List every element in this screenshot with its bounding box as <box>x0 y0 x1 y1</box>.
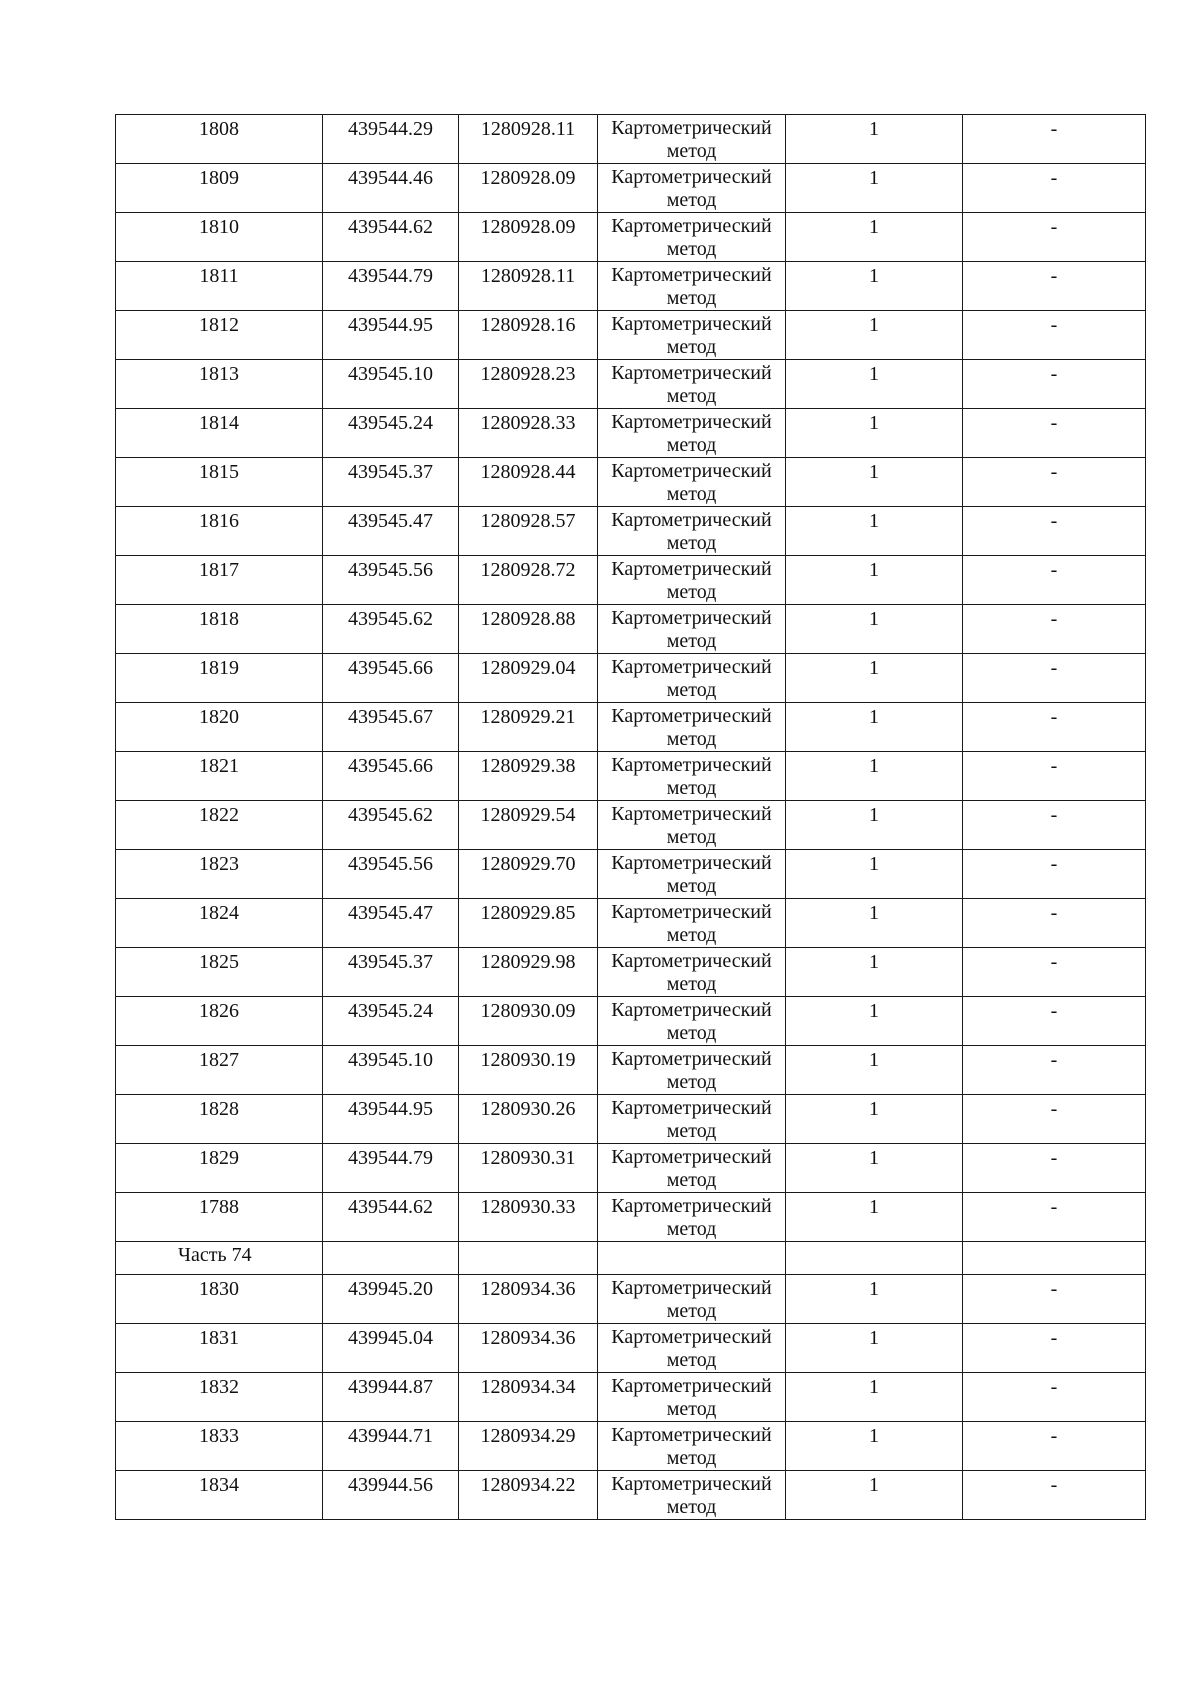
cell-point-number: 1818 <box>116 605 323 654</box>
cell-accuracy: 1 <box>786 997 963 1046</box>
cell-point-number: 1833 <box>116 1422 323 1471</box>
cell-coordinate-x: 439545.62 <box>323 605 459 654</box>
table-row <box>116 850 1146 899</box>
table-row <box>116 997 1146 1046</box>
cell-description: - <box>963 752 1146 801</box>
cell-accuracy: 1 <box>786 1422 963 1471</box>
table-cell-empty <box>786 1242 963 1275</box>
cell-method: Картометрический метод <box>598 948 786 997</box>
cell-point-number: 1828 <box>116 1095 323 1144</box>
cell-coordinate-x: 439945.20 <box>323 1275 459 1324</box>
cell-point-number: 1808 <box>116 115 323 164</box>
table-body-part-b <box>116 1275 1146 1520</box>
cell-coordinate-x: 439544.95 <box>323 311 459 360</box>
cell-description: - <box>963 1324 1146 1373</box>
cell-coordinate-x: 439545.37 <box>323 948 459 997</box>
cell-coordinate-x: 439545.47 <box>323 899 459 948</box>
cell-point-number: 1817 <box>116 556 323 605</box>
cell-coordinate-x: 439545.67 <box>323 703 459 752</box>
cell-method: Картометрический метод <box>598 997 786 1046</box>
cell-description: - <box>963 409 1146 458</box>
section-row <box>116 1242 1146 1275</box>
cell-method: Картометрический метод <box>598 1373 786 1422</box>
cell-description: - <box>963 703 1146 752</box>
cell-method: Картометрический метод <box>598 1471 786 1520</box>
cell-accuracy: 1 <box>786 850 963 899</box>
cell-accuracy: 1 <box>786 1193 963 1242</box>
table-body-part-a <box>116 115 1146 1242</box>
cell-description: - <box>963 899 1146 948</box>
cell-description: - <box>963 458 1146 507</box>
cell-accuracy: 1 <box>786 1471 963 1520</box>
cell-method: Картометрический метод <box>598 262 786 311</box>
cell-method: Картометрический метод <box>598 360 786 409</box>
table-row <box>116 1422 1146 1471</box>
cell-coordinate-y: 1280929.98 <box>459 948 598 997</box>
table-row <box>116 1144 1146 1193</box>
cell-coordinate-y: 1280928.16 <box>459 311 598 360</box>
cell-method: Картометрический метод <box>598 605 786 654</box>
cell-accuracy: 1 <box>786 1324 963 1373</box>
table-row <box>116 1046 1146 1095</box>
cell-coordinate-y: 1280928.09 <box>459 164 598 213</box>
cell-accuracy: 1 <box>786 1373 963 1422</box>
cell-point-number: 1788 <box>116 1193 323 1242</box>
table-row <box>116 507 1146 556</box>
cell-coordinate-y: 1280934.29 <box>459 1422 598 1471</box>
cell-coordinate-y: 1280934.34 <box>459 1373 598 1422</box>
cell-method: Картометрический метод <box>598 899 786 948</box>
cell-coordinate-y: 1280928.57 <box>459 507 598 556</box>
cell-method: Картометрический метод <box>598 409 786 458</box>
table-cell-empty <box>963 1242 1146 1275</box>
cell-coordinate-x: 439545.24 <box>323 409 459 458</box>
cell-point-number: 1811 <box>116 262 323 311</box>
cell-coordinate-y: 1280929.70 <box>459 850 598 899</box>
table-row <box>116 605 1146 654</box>
cell-description: - <box>963 1422 1146 1471</box>
cell-accuracy: 1 <box>786 213 963 262</box>
cell-accuracy: 1 <box>786 507 963 556</box>
cell-coordinate-x: 439545.37 <box>323 458 459 507</box>
table-row <box>116 458 1146 507</box>
cell-coordinate-y: 1280928.11 <box>459 262 598 311</box>
cell-coordinate-x: 439544.29 <box>323 115 459 164</box>
table-row <box>116 409 1146 458</box>
cell-accuracy: 1 <box>786 1275 963 1324</box>
cell-description: - <box>963 213 1146 262</box>
cell-point-number: 1825 <box>116 948 323 997</box>
cell-description: - <box>963 311 1146 360</box>
cell-method: Картометрический метод <box>598 1046 786 1095</box>
cell-accuracy: 1 <box>786 1144 963 1193</box>
cell-method: Картометрический метод <box>598 311 786 360</box>
table-row <box>116 1324 1146 1373</box>
cell-coordinate-y: 1280929.21 <box>459 703 598 752</box>
cell-accuracy: 1 <box>786 948 963 997</box>
cell-coordinate-x: 439545.24 <box>323 997 459 1046</box>
cell-point-number: 1826 <box>116 997 323 1046</box>
table-row <box>116 164 1146 213</box>
cell-point-number: 1821 <box>116 752 323 801</box>
coordinates-table <box>115 114 1146 1520</box>
cell-coordinate-x: 439544.79 <box>323 1144 459 1193</box>
cell-coordinate-x: 439544.62 <box>323 213 459 262</box>
table-row <box>116 899 1146 948</box>
cell-description: - <box>963 360 1146 409</box>
table-row <box>116 213 1146 262</box>
table-row <box>116 311 1146 360</box>
cell-accuracy: 1 <box>786 556 963 605</box>
cell-description: - <box>963 850 1146 899</box>
cell-method: Картометрический метод <box>598 1144 786 1193</box>
cell-coordinate-x: 439544.46 <box>323 164 459 213</box>
cell-accuracy: 1 <box>786 801 963 850</box>
cell-coordinate-y: 1280929.04 <box>459 654 598 703</box>
cell-coordinate-y: 1280929.38 <box>459 752 598 801</box>
cell-coordinate-x: 439944.87 <box>323 1373 459 1422</box>
cell-description: - <box>963 1144 1146 1193</box>
table-cell-empty <box>323 1242 459 1275</box>
cell-method: Картометрический метод <box>598 164 786 213</box>
cell-method: Картометрический метод <box>598 1275 786 1324</box>
table-row <box>116 1373 1146 1422</box>
cell-method: Картометрический метод <box>598 507 786 556</box>
section-label: Часть 74 <box>116 1242 323 1275</box>
cell-point-number: 1827 <box>116 1046 323 1095</box>
cell-accuracy: 1 <box>786 605 963 654</box>
table-row <box>116 556 1146 605</box>
cell-method: Картометрический метод <box>598 703 786 752</box>
cell-method: Картометрический метод <box>598 654 786 703</box>
cell-accuracy: 1 <box>786 899 963 948</box>
cell-description: - <box>963 1095 1146 1144</box>
cell-coordinate-x: 439944.56 <box>323 1471 459 1520</box>
cell-description: - <box>963 1046 1146 1095</box>
cell-point-number: 1819 <box>116 654 323 703</box>
cell-description: - <box>963 1275 1146 1324</box>
cell-coordinate-x: 439544.95 <box>323 1095 459 1144</box>
cell-description: - <box>963 801 1146 850</box>
table-section-row-group <box>116 1242 1146 1275</box>
cell-description: - <box>963 605 1146 654</box>
table-cell-empty <box>459 1242 598 1275</box>
cell-coordinate-y: 1280928.88 <box>459 605 598 654</box>
cell-description: - <box>963 997 1146 1046</box>
cell-point-number: 1820 <box>116 703 323 752</box>
cell-coordinate-x: 439945.04 <box>323 1324 459 1373</box>
cell-method: Картометрический метод <box>598 801 786 850</box>
table-row <box>116 801 1146 850</box>
table-row <box>116 703 1146 752</box>
cell-point-number: 1816 <box>116 507 323 556</box>
cell-accuracy: 1 <box>786 752 963 801</box>
cell-point-number: 1812 <box>116 311 323 360</box>
table-row <box>116 1275 1146 1324</box>
cell-coordinate-y: 1280928.33 <box>459 409 598 458</box>
cell-coordinate-x: 439544.79 <box>323 262 459 311</box>
cell-point-number: 1822 <box>116 801 323 850</box>
cell-coordinate-y: 1280929.85 <box>459 899 598 948</box>
cell-coordinate-x: 439544.62 <box>323 1193 459 1242</box>
cell-coordinate-x: 439545.56 <box>323 850 459 899</box>
cell-coordinate-y: 1280930.33 <box>459 1193 598 1242</box>
cell-point-number: 1815 <box>116 458 323 507</box>
cell-accuracy: 1 <box>786 1095 963 1144</box>
cell-description: - <box>963 164 1146 213</box>
cell-description: - <box>963 1373 1146 1422</box>
cell-description: - <box>963 654 1146 703</box>
table-row <box>116 262 1146 311</box>
table-row <box>116 752 1146 801</box>
table-row <box>116 1193 1146 1242</box>
cell-coordinate-x: 439545.56 <box>323 556 459 605</box>
cell-accuracy: 1 <box>786 262 963 311</box>
cell-method: Картометрический метод <box>598 1193 786 1242</box>
cell-point-number: 1809 <box>116 164 323 213</box>
cell-method: Картометрический метод <box>598 752 786 801</box>
cell-coordinate-y: 1280928.23 <box>459 360 598 409</box>
cell-coordinate-x: 439545.62 <box>323 801 459 850</box>
cell-point-number: 1831 <box>116 1324 323 1373</box>
cell-point-number: 1829 <box>116 1144 323 1193</box>
table-row <box>116 654 1146 703</box>
cell-method: Картометрический метод <box>598 556 786 605</box>
cell-accuracy: 1 <box>786 409 963 458</box>
cell-method: Картометрический метод <box>598 1422 786 1471</box>
cell-accuracy: 1 <box>786 115 963 164</box>
cell-coordinate-y: 1280929.54 <box>459 801 598 850</box>
cell-coordinate-y: 1280930.31 <box>459 1144 598 1193</box>
cell-description: - <box>963 115 1146 164</box>
cell-coordinate-y: 1280930.26 <box>459 1095 598 1144</box>
cell-description: - <box>963 507 1146 556</box>
cell-point-number: 1823 <box>116 850 323 899</box>
cell-accuracy: 1 <box>786 360 963 409</box>
table-row <box>116 1471 1146 1520</box>
cell-coordinate-y: 1280928.72 <box>459 556 598 605</box>
cell-coordinate-x: 439944.71 <box>323 1422 459 1471</box>
cell-point-number: 1824 <box>116 899 323 948</box>
cell-method: Картометрический метод <box>598 1095 786 1144</box>
cell-coordinate-y: 1280930.09 <box>459 997 598 1046</box>
cell-method: Картометрический метод <box>598 850 786 899</box>
cell-method: Картометрический метод <box>598 115 786 164</box>
cell-coordinate-y: 1280928.44 <box>459 458 598 507</box>
cell-coordinate-x: 439545.66 <box>323 752 459 801</box>
cell-point-number: 1813 <box>116 360 323 409</box>
table-row <box>116 360 1146 409</box>
cell-coordinate-x: 439545.10 <box>323 360 459 409</box>
table-row <box>116 948 1146 997</box>
cell-coordinate-y: 1280928.11 <box>459 115 598 164</box>
cell-coordinate-y: 1280934.36 <box>459 1275 598 1324</box>
cell-description: - <box>963 556 1146 605</box>
cell-coordinate-y: 1280928.09 <box>459 213 598 262</box>
cell-point-number: 1832 <box>116 1373 323 1422</box>
cell-coordinate-x: 439545.10 <box>323 1046 459 1095</box>
cell-point-number: 1810 <box>116 213 323 262</box>
cell-accuracy: 1 <box>786 164 963 213</box>
cell-coordinate-x: 439545.47 <box>323 507 459 556</box>
cell-accuracy: 1 <box>786 458 963 507</box>
cell-point-number: 1834 <box>116 1471 323 1520</box>
cell-accuracy: 1 <box>786 1046 963 1095</box>
cell-coordinate-x: 439545.66 <box>323 654 459 703</box>
table-row <box>116 115 1146 164</box>
cell-description: - <box>963 1193 1146 1242</box>
cell-method: Картометрический метод <box>598 1324 786 1373</box>
cell-point-number: 1814 <box>116 409 323 458</box>
cell-point-number: 1830 <box>116 1275 323 1324</box>
cell-accuracy: 1 <box>786 654 963 703</box>
table-row <box>116 1095 1146 1144</box>
cell-coordinate-y: 1280934.36 <box>459 1324 598 1373</box>
cell-coordinate-y: 1280934.22 <box>459 1471 598 1520</box>
table-cell-empty <box>598 1242 786 1275</box>
cell-method: Картометрический метод <box>598 213 786 262</box>
cell-coordinate-y: 1280930.19 <box>459 1046 598 1095</box>
cell-description: - <box>963 1471 1146 1520</box>
cell-accuracy: 1 <box>786 311 963 360</box>
cell-description: - <box>963 262 1146 311</box>
cell-description: - <box>963 948 1146 997</box>
cell-method: Картометрический метод <box>598 458 786 507</box>
cell-accuracy: 1 <box>786 703 963 752</box>
